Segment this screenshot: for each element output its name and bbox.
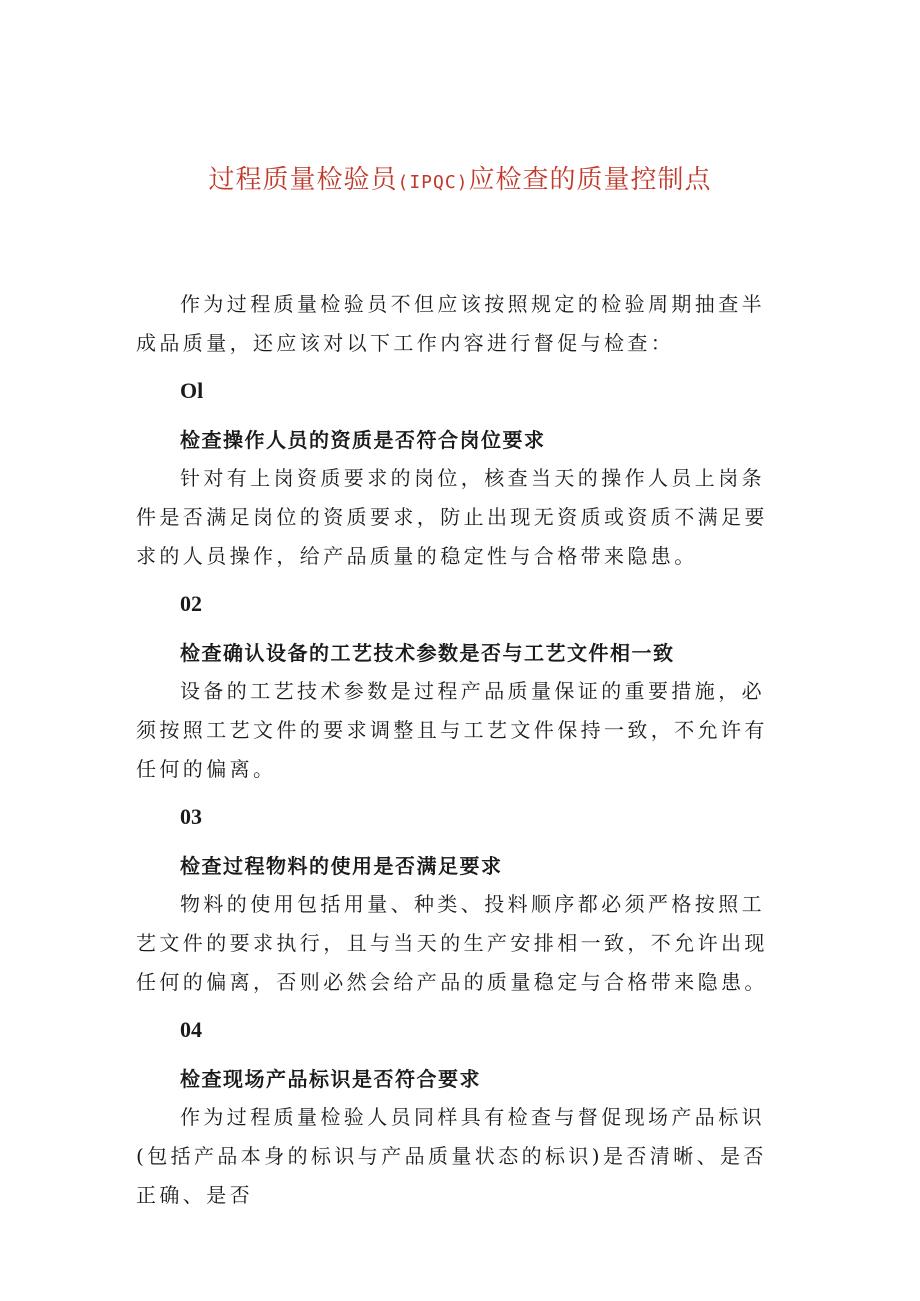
section-heading: 检查现场产品标识是否符合要求: [180, 1067, 481, 1091]
section-number: 03: [180, 804, 202, 829]
section-number: Ol: [180, 378, 204, 403]
title-tail: 应检查的质量控制点: [468, 165, 712, 195]
section-text: 针对有上岗资质要求的岗位，核查当天的操作人员上岗条件是否满足岗位的资质要求，防止出现无资质或资质不满足要求的人员操作，给产品质量的稳定性与合格带来隐患。: [136, 466, 768, 568]
document-title: [0, 160, 920, 203]
section-2: [136, 584, 786, 789]
section-1: [136, 371, 786, 576]
section-text: 作为过程质量检验人员同样具有检查与督促现场产品标识(包括产品本身的标识与产品质量状态的标识)是否清晰、是否正确、是否: [136, 1105, 767, 1207]
section-heading: 检查确认设备的工艺技术参数是否与工艺文件相一致: [180, 641, 675, 665]
section-4: [136, 1010, 786, 1215]
title-paren: (IPQC): [397, 172, 469, 193]
section-number: 02: [180, 591, 202, 616]
section-number: 04: [180, 1017, 202, 1042]
section-heading: 检查过程物料的使用是否满足要求: [180, 854, 503, 878]
intro-paragraph: 作为过程质量检验员不但应该按照规定的检验周期抽查半成品质量，还应该对以下工作内容进行督促与检查：: [136, 292, 765, 355]
title-main: 过程质量检验员: [208, 165, 398, 195]
document-body: [136, 285, 786, 1215]
section-text: 设备的工艺技术参数是过程产品质量保证的重要措施，必须按照工艺文件的要求调整且与工艺文件保持一致，不允许有任何的偏离。: [136, 679, 768, 781]
section-3: [136, 797, 786, 1002]
section-heading: 检查操作人员的资质是否符合岗位要求: [180, 428, 546, 452]
section-text: 物料的使用包括用量、种类、投料顺序都必须严格按照工艺文件的要求执行，且与当天的生产安排相一致，不允许出现任何的偏离，否则必然会给产品的质量稳定与合格带来隐患。: [136, 892, 768, 994]
